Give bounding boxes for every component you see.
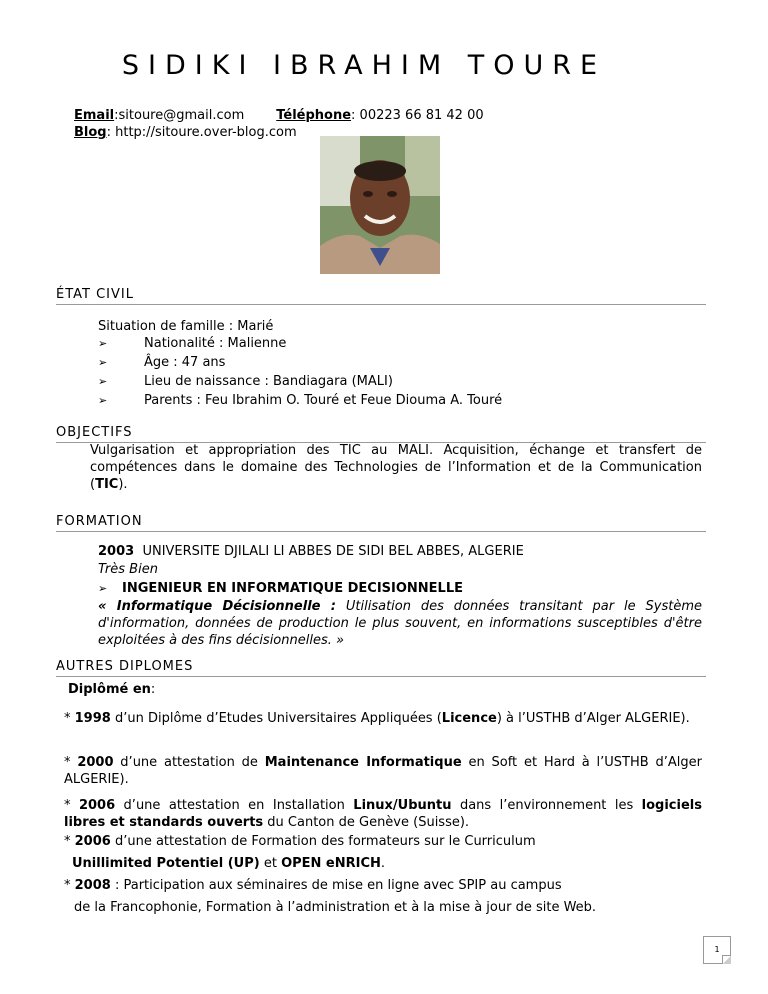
formation-mention: Très Bien — [98, 562, 158, 577]
diploma-entry-2008-cont: de la Francophonie, Formation à l’administration et à la mise à jour de site Web. — [74, 900, 597, 915]
section-title-objectifs: OBJECTIFS — [56, 425, 706, 443]
blog-value: : http://sitoure.over-blog.com — [106, 125, 297, 140]
formation-degree: ➢ INGENIEUR EN INFORMATIQUE DECISIONNELLE — [98, 581, 463, 596]
portrait-image — [320, 136, 440, 274]
page-number: 1 — [703, 936, 731, 964]
list-item — [98, 372, 393, 391]
email-label: Email — [74, 108, 115, 123]
section-title-formation: FORMATION — [56, 514, 706, 532]
diploma-entry-1998: * 1998 d’un Diplôme d’Etudes Universitaires Appliquées (Licence) à l’USTHB d’Alger ALGERIE). — [64, 711, 690, 726]
civil-item-label: Lieu de naissance : Bandiagara (MALI) — [144, 374, 393, 389]
diploma-entry-2000: * 2000 d’une attestation de Maintenance Informatique en Soft et Hard à l’USTHB d’Alger ALGERIE). — [64, 755, 702, 787]
blog-label: Blog — [74, 125, 107, 140]
civil-item-label: Âge : 47 ans — [144, 355, 226, 370]
diploma-entry-2006-formateurs: * 2006 d’une attestation de Formation des formateurs sur le Curriculum — [64, 834, 536, 849]
arrow-bullet-icon: ➢ — [98, 582, 108, 595]
email-value: :sitoure@gmail.com — [114, 108, 245, 123]
autres-intro: Diplômé en: — [68, 682, 156, 697]
objectifs-text: Vulgarisation et appropriation des TIC au MALI. Acquisition, échange et transfert de compétences dans le domaine des Technologies de l’Information et de la Communication (TIC). — [90, 443, 702, 492]
civil-item-label: Nationalité : Malienne — [144, 336, 287, 351]
section-title-autres-diplomes: AUTRES DIPLOMES — [56, 659, 706, 677]
civil-situation: Situation de famille : Marié — [98, 319, 274, 334]
list-item — [98, 353, 225, 372]
arrow-bullet-icon: ➢ — [98, 356, 108, 369]
arrow-bullet-icon: ➢ — [98, 394, 108, 407]
phone-value: : 00223 66 81 42 00 — [351, 108, 484, 123]
diploma-entry-2006-linux: * 2006 d’une attestation en Installation Linux/Ubuntu dans l’environnement les logiciels libres et standards ouverts du Canton de Genève (Suisse). — [64, 798, 702, 830]
profile-photo — [320, 136, 440, 274]
diploma-entry-2006-curriculum: Unillimited Potentiel (UP) et OPEN eNRICH. — [72, 856, 386, 871]
arrow-bullet-icon: ➢ — [98, 337, 108, 350]
section-title-etat-civil: ÉTAT CIVIL — [56, 287, 706, 305]
phone-label: Téléphone — [276, 108, 352, 123]
list-item — [98, 391, 502, 410]
formation-school-line: 2003 UNIVERSITE DJILALI LI ABBES DE SIDI BEL ABBES, ALGERIE — [98, 544, 524, 559]
civil-item-label: Parents : Feu Ibrahim O. Touré et Feue Diouma A. Touré — [144, 393, 503, 408]
formation-definition: « Informatique Décisionnelle : Utilisation des données transitant par le Système d'information, données de production le plus souvent, en informations susceptibles d'être exploitées à des fins décisionnelles. » — [98, 599, 702, 648]
list-item — [98, 334, 286, 353]
candidate-name: SIDIKI IBRAHIM TOURE — [121, 50, 607, 81]
arrow-bullet-icon: ➢ — [98, 375, 108, 388]
diploma-entry-2008: * 2008 : Participation aux séminaires de mise en ligne avec SPIP au campus — [64, 878, 562, 893]
